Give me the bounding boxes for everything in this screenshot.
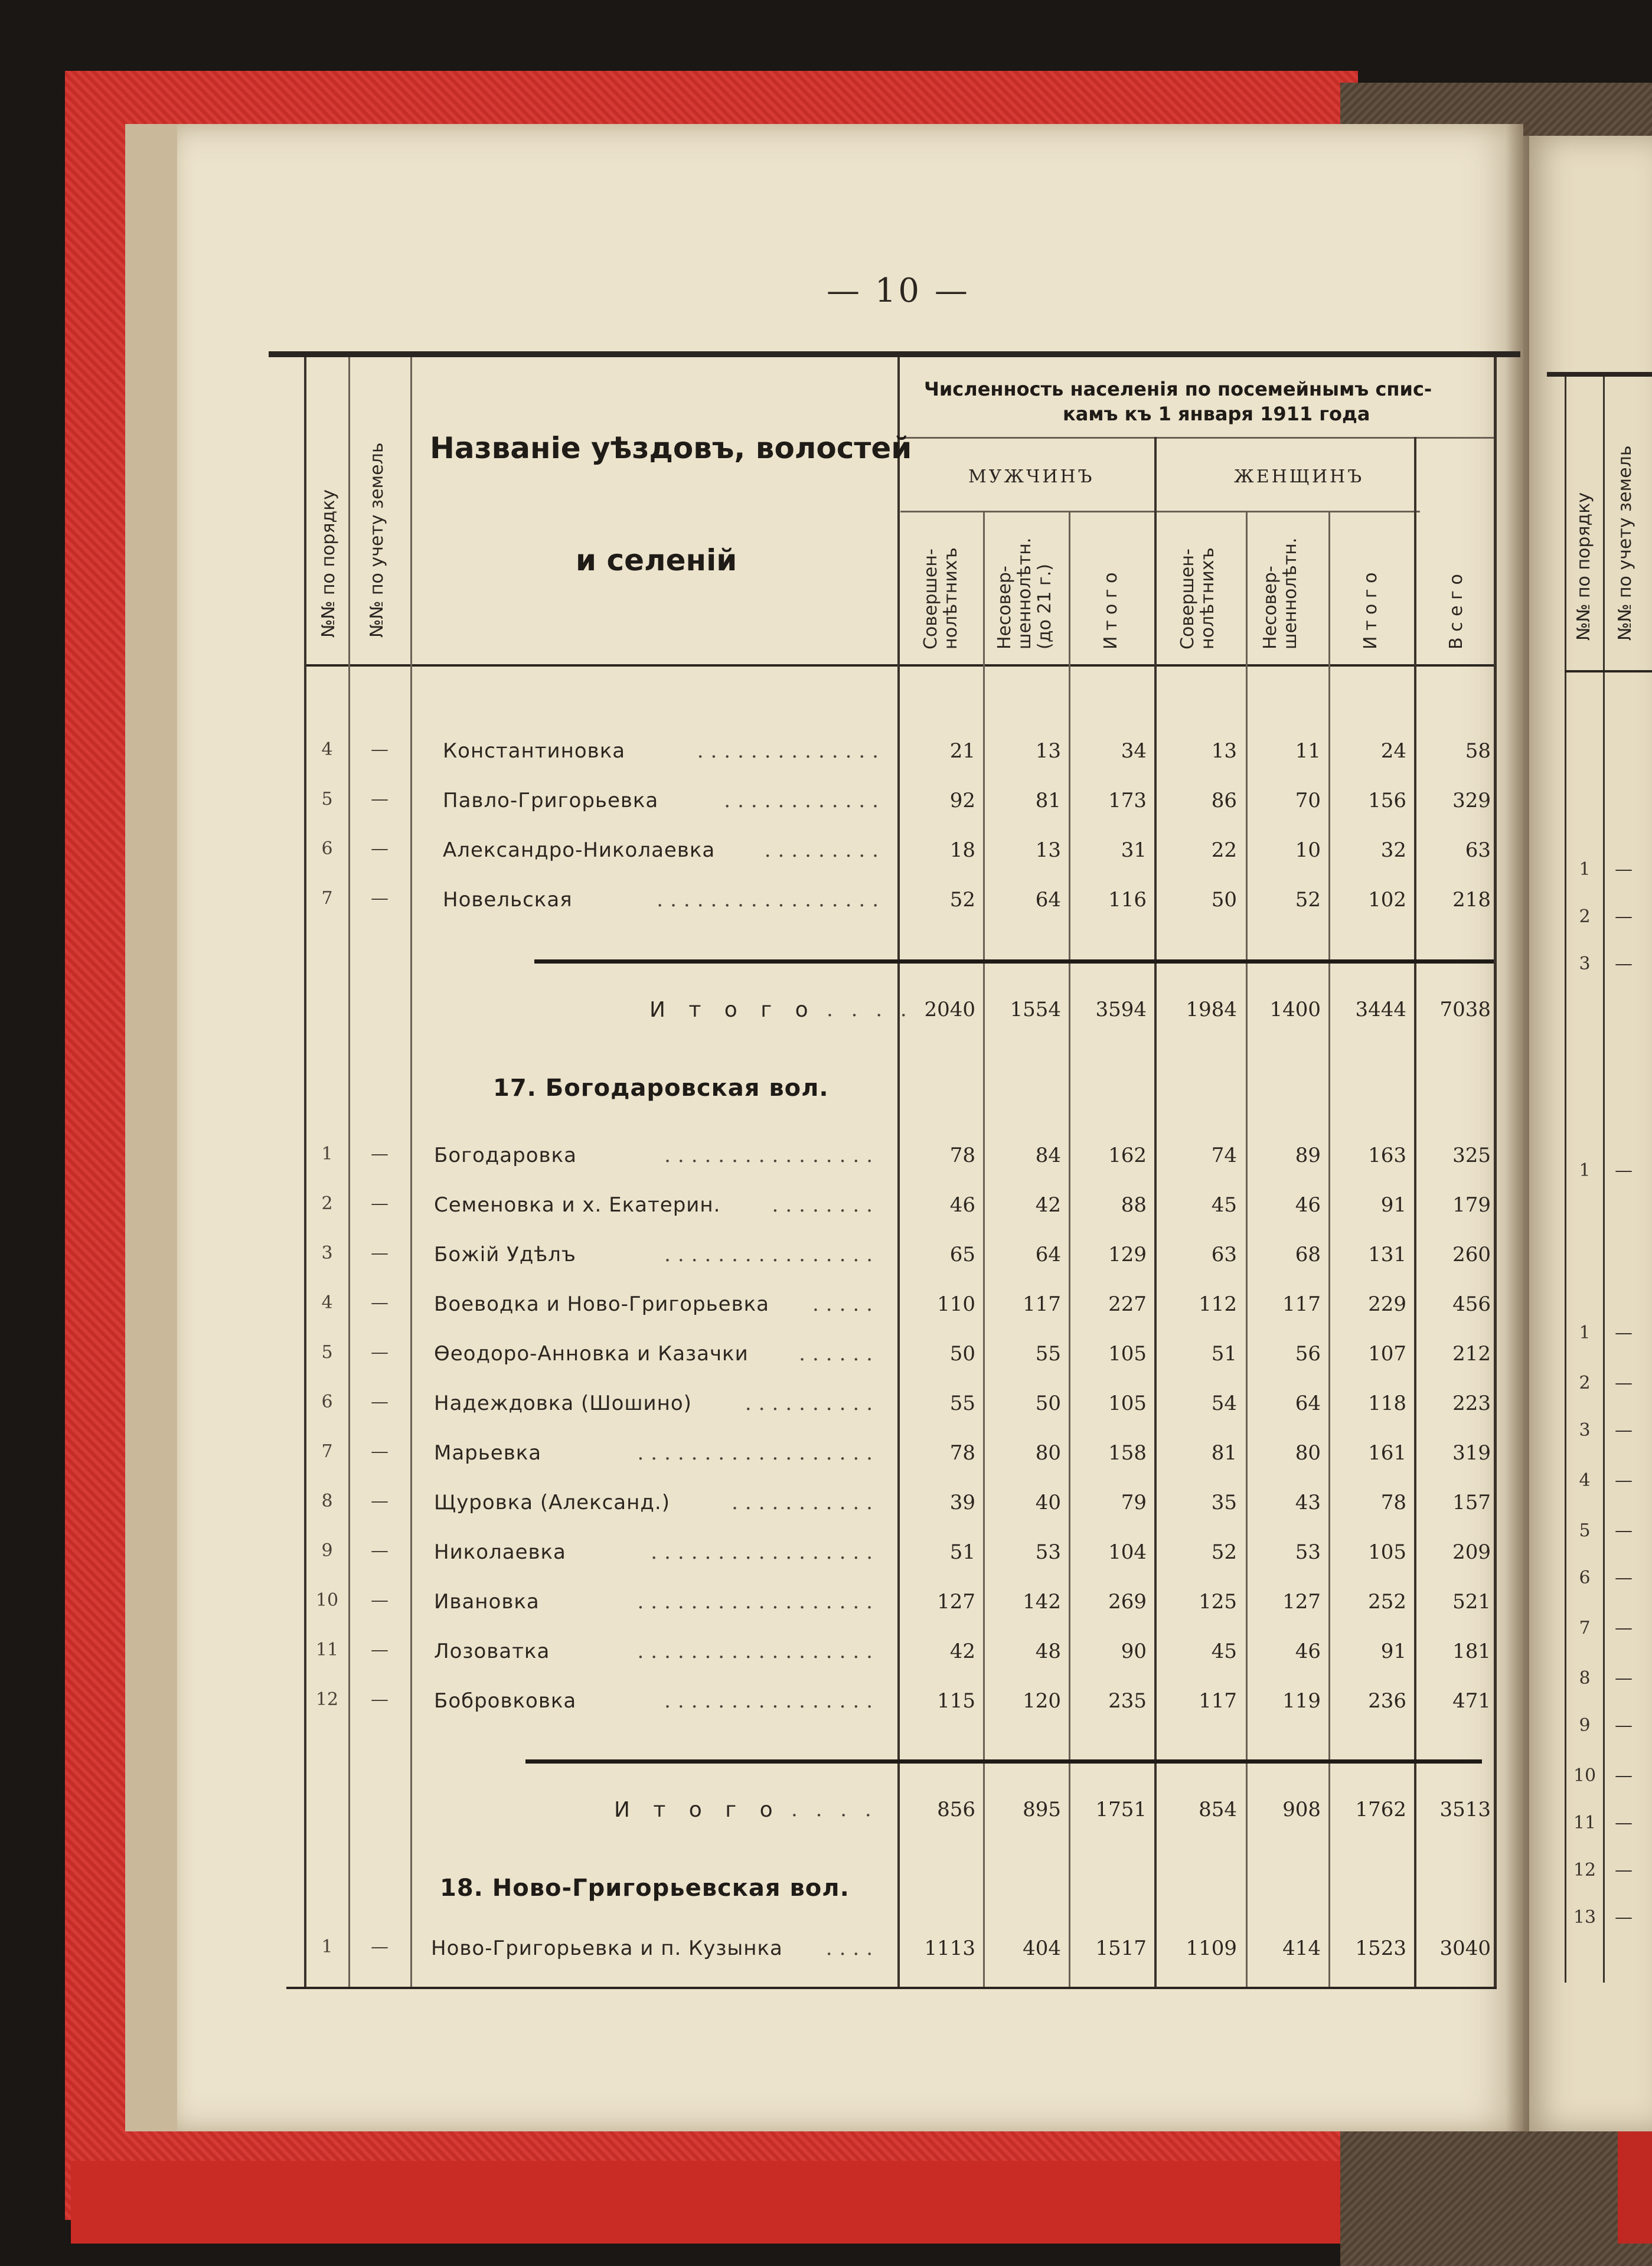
facing-row-dash: — [1615, 1813, 1633, 1833]
leader-dots: .......... [745, 1392, 880, 1415]
cell-value: 53 [1035, 1540, 1061, 1564]
facing-row-number: 1 [1579, 1323, 1591, 1343]
row-name: Павло-Григорьевка [443, 789, 659, 812]
page-stack-edge [125, 124, 178, 2131]
facing-row-number: 12 [1573, 1860, 1597, 1880]
cell-value: 158 [1108, 1441, 1147, 1465]
cell-value: 54 [1211, 1392, 1237, 1415]
facing-divider-2 [1565, 377, 1566, 1983]
row-name: Богодаровка [434, 1144, 577, 1167]
cell-value: 78 [949, 1441, 975, 1465]
cell-value: 104 [1108, 1540, 1147, 1564]
facing-row-dash: — [1615, 1860, 1633, 1880]
header-women: ЖЕНЩИНЪ [1234, 466, 1364, 487]
cell-value: 46 [1295, 1640, 1321, 1663]
col-divider-3 [410, 357, 412, 1987]
cell-value: 64 [1295, 1392, 1321, 1415]
facing-row-number: 6 [1579, 1568, 1591, 1588]
row-name: Воеводка и Ново-Григорьевка [434, 1292, 769, 1316]
cell-value: 91 [1380, 1193, 1406, 1217]
row-name: Щуровка (Александ.) [434, 1491, 670, 1514]
total-value: 908 [1282, 1798, 1321, 1821]
cell-value: 24 [1380, 739, 1406, 763]
cell-value: 107 [1368, 1342, 1406, 1366]
total-rule-17 [525, 1759, 1482, 1764]
row-land: — [371, 1243, 388, 1263]
cell-value: 227 [1108, 1292, 1147, 1316]
cell-value: 181 [1452, 1640, 1491, 1663]
cell-value: 179 [1452, 1193, 1491, 1217]
cell-value: 50 [949, 1342, 975, 1366]
row-land: — [371, 838, 388, 859]
cell-value: 55 [1035, 1342, 1061, 1366]
facing-row-number: 10 [1573, 1765, 1597, 1786]
cell-value: 414 [1282, 1937, 1321, 1960]
total-value: 3594 [1095, 998, 1147, 1021]
cell-value: 52 [949, 888, 975, 912]
cell-value: 223 [1452, 1392, 1491, 1415]
cell-value: 13 [1035, 739, 1061, 763]
facing-row-number: 1 [1579, 1160, 1591, 1181]
cell-value: 78 [1380, 1491, 1406, 1514]
sex-header-rule [900, 511, 1420, 512]
total-rule-top [534, 959, 1494, 964]
row-name: Марьевка [434, 1441, 542, 1465]
cell-value: 90 [1121, 1640, 1147, 1663]
cell-value: 80 [1035, 1441, 1061, 1465]
cell-value: 117 [1282, 1292, 1321, 1316]
cell-value: 22 [1211, 838, 1237, 862]
row-land: — [371, 789, 388, 809]
facing-row-number: 13 [1573, 1907, 1597, 1928]
book-cover-bottom [71, 2161, 1358, 2244]
cell-value: 63 [1211, 1243, 1237, 1266]
cell-value: 10 [1295, 838, 1321, 862]
row-no: 12 [315, 1689, 339, 1710]
row-no: 7 [321, 1441, 333, 1462]
facing-row-dash: — [1615, 1373, 1633, 1393]
cell-value: 35 [1211, 1491, 1237, 1514]
section-17-title: 17. Богодаровская вол. [493, 1075, 829, 1102]
facing-row-number: 1 [1579, 859, 1591, 880]
row-land: — [371, 1689, 388, 1710]
cell-value: 209 [1452, 1540, 1491, 1564]
cell-value: 64 [1035, 1243, 1061, 1266]
cell-value: 50 [1035, 1392, 1061, 1415]
cell-value: 142 [1023, 1590, 1061, 1614]
header-men-total: И т о г о [1101, 572, 1121, 649]
row-name: Николаевка [434, 1540, 566, 1564]
cell-value: 31 [1121, 838, 1147, 862]
cell-value: 63 [1465, 838, 1491, 862]
facing-row-number: 3 [1579, 954, 1591, 974]
row-no: 5 [321, 789, 333, 809]
cell-value: 52 [1211, 1540, 1237, 1564]
facing-row-number: 5 [1579, 1520, 1591, 1541]
cell-value: 252 [1368, 1590, 1406, 1614]
cell-value: 119 [1282, 1689, 1321, 1713]
cell-value: 91 [1380, 1640, 1406, 1663]
cell-value: 34 [1121, 739, 1147, 763]
cell-value: 86 [1211, 789, 1237, 812]
total-value: 1554 [1010, 998, 1061, 1021]
leader-dots: .................. [637, 1640, 880, 1663]
cell-value: 105 [1368, 1540, 1406, 1564]
cell-value: 58 [1465, 739, 1491, 763]
cell-value: 129 [1108, 1243, 1147, 1266]
col-divider-11 [1494, 357, 1497, 1987]
table-bottom-rule [286, 1987, 1497, 1989]
cell-value: 404 [1023, 1937, 1061, 1960]
cell-value: 131 [1368, 1243, 1406, 1266]
leader-dots: .... [825, 1937, 880, 1960]
row-no: 6 [321, 838, 333, 859]
total-value: 1762 [1355, 1798, 1406, 1821]
cell-value: 112 [1199, 1292, 1237, 1316]
header-women-adults: Совершен- нолѣтнихъ [1177, 547, 1218, 649]
total-value: 854 [1199, 1798, 1237, 1821]
row-name: Божій Удѣлъ [434, 1243, 576, 1266]
leader-dots: . . . . [791, 1798, 877, 1821]
row-land: — [371, 1342, 388, 1363]
leader-dots: . . . . [827, 998, 913, 1021]
header-name-line1: Названіе уѣздовъ, волостей [430, 431, 912, 465]
leader-dots: .................. [637, 1590, 880, 1614]
facing-row-dash: — [1615, 1668, 1633, 1689]
cell-value: 79 [1121, 1491, 1147, 1514]
cell-value: 45 [1211, 1640, 1237, 1663]
header-men-minors: Несовер- шеннолѣтн. (до 21 г.) [994, 537, 1055, 649]
col-divider-4 [897, 357, 900, 1987]
row-land: — [371, 1491, 388, 1511]
cell-value: 229 [1368, 1292, 1406, 1316]
total-value: 2040 [924, 998, 975, 1021]
cell-value: 260 [1452, 1243, 1491, 1266]
row-name: Ѳеодоро-Анновка и Казачки [434, 1342, 749, 1366]
row-no: 1 [321, 1144, 333, 1164]
row-name: Ивановка [434, 1590, 540, 1614]
header-bottom-rule [304, 664, 1497, 667]
cell-value: 40 [1035, 1491, 1061, 1514]
facing-row-number: 8 [1579, 1668, 1591, 1689]
cell-value: 236 [1368, 1689, 1406, 1713]
total-value: 3513 [1439, 1798, 1491, 1821]
facing-header-land: №№ по учету земель [1615, 445, 1635, 641]
cell-value: 84 [1035, 1144, 1061, 1167]
row-land: — [371, 1292, 388, 1313]
cell-value: 116 [1108, 888, 1147, 912]
row-no: 8 [321, 1491, 333, 1511]
cell-value: 45 [1211, 1193, 1237, 1217]
cell-value: 325 [1452, 1144, 1491, 1167]
row-land: — [371, 1392, 388, 1412]
cell-value: 162 [1108, 1144, 1147, 1167]
page-number: — 10 — [827, 272, 970, 310]
cell-value: 1109 [1186, 1937, 1237, 1960]
cell-value: 51 [1211, 1342, 1237, 1366]
row-name: Бобровковка [434, 1689, 577, 1713]
cell-value: 1113 [924, 1937, 975, 1960]
header-men: МУЖЧИНЪ [968, 466, 1095, 487]
facing-row-number: 11 [1573, 1813, 1597, 1833]
facing-header-rule [1565, 670, 1652, 672]
cell-value: 127 [937, 1590, 975, 1614]
facing-row-dash: — [1615, 1715, 1633, 1736]
leader-dots: ..... [812, 1292, 880, 1316]
cell-value: 269 [1108, 1590, 1147, 1614]
cell-value: 163 [1368, 1144, 1406, 1167]
cell-value: 64 [1035, 888, 1061, 912]
row-land: — [371, 1640, 388, 1660]
col-divider-1 [304, 357, 306, 1987]
total-value: 1984 [1186, 998, 1237, 1021]
total-label: И т о г о [614, 1798, 781, 1822]
cell-value: 218 [1452, 888, 1491, 912]
row-land: — [371, 1540, 388, 1561]
facing-row-dash: — [1615, 1470, 1633, 1491]
row-no: 1 [321, 1937, 333, 1957]
cell-value: 56 [1295, 1342, 1321, 1366]
cell-value: 70 [1295, 789, 1321, 812]
header-population-line2: камъ къ 1 января 1911 года [1063, 403, 1370, 425]
cell-value: 50 [1211, 888, 1237, 912]
facing-row-dash: — [1615, 1907, 1633, 1928]
cell-value: 48 [1035, 1640, 1061, 1663]
row-name: Новельская [443, 888, 573, 912]
facing-row-dash: — [1615, 1618, 1633, 1638]
cell-value: 42 [1035, 1193, 1061, 1217]
cell-value: 156 [1368, 789, 1406, 812]
leader-dots: ......... [764, 838, 886, 862]
facing-row-dash: — [1615, 1420, 1633, 1441]
cell-value: 125 [1199, 1590, 1237, 1614]
cell-value: 118 [1368, 1392, 1406, 1415]
cell-value: 46 [949, 1193, 975, 1217]
facing-row-number: 2 [1579, 906, 1591, 927]
row-no: 4 [321, 1292, 333, 1313]
leader-dots: ............ [724, 789, 886, 812]
facing-header-no: №№ по порядку [1573, 492, 1594, 641]
cell-value: 74 [1211, 1144, 1237, 1167]
facing-row-number: 4 [1579, 1470, 1591, 1491]
row-name: Александро-Николаевка [443, 838, 716, 862]
header-women-total: И т о г о [1360, 572, 1381, 649]
total-label: И т о г о [649, 998, 817, 1022]
cell-value: 18 [949, 838, 975, 862]
cell-value: 110 [937, 1292, 975, 1316]
cell-value: 115 [937, 1689, 975, 1713]
total-value: 1400 [1269, 998, 1321, 1021]
cell-value: 51 [949, 1540, 975, 1564]
cell-value: 117 [1199, 1689, 1237, 1713]
leader-dots: ................ [664, 1243, 880, 1266]
col-divider-7 [1154, 437, 1157, 1987]
row-name: Константиновка [443, 739, 626, 763]
row-name: Семеновка и х. Екатерин. [434, 1193, 721, 1217]
row-no: 6 [321, 1392, 333, 1412]
facing-row-dash: — [1615, 1568, 1633, 1588]
cell-value: 161 [1368, 1441, 1406, 1465]
facing-row-number: 3 [1579, 1420, 1591, 1441]
cell-value: 102 [1368, 888, 1406, 912]
row-land: — [371, 1937, 388, 1957]
cell-value: 105 [1108, 1342, 1147, 1366]
leader-dots: ................ [664, 1689, 880, 1713]
row-no: 11 [315, 1640, 339, 1660]
total-value: 7038 [1439, 998, 1491, 1021]
cell-value: 456 [1452, 1292, 1491, 1316]
leader-dots: .............. [697, 739, 886, 763]
leader-dots: ................. [651, 1540, 880, 1564]
header-population-line1: Численность населенія по посемейнымъ спис- [924, 378, 1432, 400]
book-page [177, 124, 1523, 2131]
cell-value: 32 [1380, 838, 1406, 862]
header-grand-total: В с е г о [1446, 574, 1467, 649]
cell-value: 3040 [1439, 1937, 1491, 1960]
row-land: — [371, 888, 388, 909]
facing-row-dash: — [1615, 1160, 1633, 1181]
row-land: — [371, 739, 388, 760]
cell-value: 1523 [1355, 1937, 1406, 1960]
col-divider-2 [348, 357, 350, 1987]
cell-value: 127 [1282, 1590, 1321, 1614]
row-no: 4 [321, 739, 333, 760]
cell-value: 81 [1211, 1441, 1237, 1465]
row-land: — [371, 1441, 388, 1462]
facing-row-dash: — [1615, 859, 1633, 880]
cell-value: 1517 [1095, 1937, 1147, 1960]
cell-value: 13 [1211, 739, 1237, 763]
row-name: Лозоватка [434, 1640, 550, 1663]
row-name: Ново-Григорьевка и п. Кузынка [431, 1937, 783, 1960]
cell-value: 65 [949, 1243, 975, 1266]
cell-value: 39 [949, 1491, 975, 1514]
leader-dots: ........ [772, 1193, 880, 1217]
population-title-rule [900, 437, 1497, 439]
cell-value: 235 [1108, 1689, 1147, 1713]
leader-dots: ................ [664, 1144, 880, 1167]
cell-value: 81 [1035, 789, 1061, 812]
row-no: 5 [321, 1342, 333, 1363]
cell-value: 68 [1295, 1243, 1321, 1266]
row-no: 10 [315, 1590, 339, 1611]
header-women-minors: Несовер- шеннолѣтн. [1260, 537, 1301, 649]
header-no: №№ по порядку [318, 489, 339, 638]
leader-dots: ................. [657, 888, 886, 912]
cell-value: 105 [1108, 1392, 1147, 1415]
facing-row-dash: — [1615, 906, 1633, 927]
row-no: 7 [321, 888, 333, 909]
facing-row-dash: — [1615, 1520, 1633, 1541]
facing-row-dash: — [1615, 1765, 1633, 1786]
leader-dots: ........... [732, 1491, 880, 1514]
section-18-title: 18. Ново-Григорьевская вол. [440, 1875, 850, 1902]
facing-row-number: 2 [1579, 1373, 1591, 1393]
cell-value: 80 [1295, 1441, 1321, 1465]
cell-value: 89 [1295, 1144, 1321, 1167]
row-land: — [371, 1590, 388, 1611]
header-land: №№ по учету земель [367, 442, 387, 638]
row-land: — [371, 1193, 388, 1214]
facing-row-number: 9 [1579, 1715, 1591, 1736]
cell-value: 329 [1452, 789, 1491, 812]
page-gutter [1506, 124, 1529, 2131]
cell-value: 46 [1295, 1193, 1321, 1217]
row-land: — [371, 1144, 388, 1164]
cell-value: 120 [1023, 1689, 1061, 1713]
facing-row-dash: — [1615, 1323, 1633, 1343]
facing-top-rule [1547, 372, 1652, 377]
total-value: 895 [1023, 1798, 1061, 1821]
cell-value: 88 [1121, 1193, 1147, 1217]
facing-row-dash: — [1615, 954, 1633, 974]
cell-value: 157 [1452, 1491, 1491, 1514]
cell-value: 43 [1295, 1491, 1321, 1514]
leader-dots: ...... [799, 1342, 880, 1366]
cell-value: 11 [1295, 739, 1321, 763]
total-value: 3444 [1355, 998, 1406, 1021]
row-no: 2 [321, 1193, 333, 1214]
row-no: 3 [321, 1243, 333, 1263]
cell-value: 92 [949, 789, 975, 812]
cell-value: 319 [1452, 1441, 1491, 1465]
table-top-rule [269, 351, 1520, 357]
cell-value: 471 [1452, 1689, 1491, 1713]
cell-value: 521 [1452, 1590, 1491, 1614]
header-men-adults: Совершен- нолѣтнихъ [920, 547, 961, 649]
cell-value: 52 [1295, 888, 1321, 912]
cell-value: 21 [949, 739, 975, 763]
total-value: 1751 [1095, 1798, 1147, 1821]
header-name-line2: и селеній [576, 543, 737, 577]
cell-value: 13 [1035, 838, 1061, 862]
row-no: 9 [321, 1540, 333, 1561]
cell-value: 78 [949, 1144, 975, 1167]
cell-value: 42 [949, 1640, 975, 1663]
leader-dots: .................. [637, 1441, 880, 1465]
facing-row-number: 7 [1579, 1618, 1591, 1638]
cell-value: 173 [1108, 789, 1147, 812]
facing-divider-1 [1603, 377, 1605, 1983]
total-value: 856 [937, 1798, 975, 1821]
cell-value: 53 [1295, 1540, 1321, 1564]
cell-value: 212 [1452, 1342, 1491, 1366]
cell-value: 117 [1023, 1292, 1061, 1316]
row-name: Надеждовка (Шошино) [434, 1392, 692, 1415]
cell-value: 55 [949, 1392, 975, 1415]
